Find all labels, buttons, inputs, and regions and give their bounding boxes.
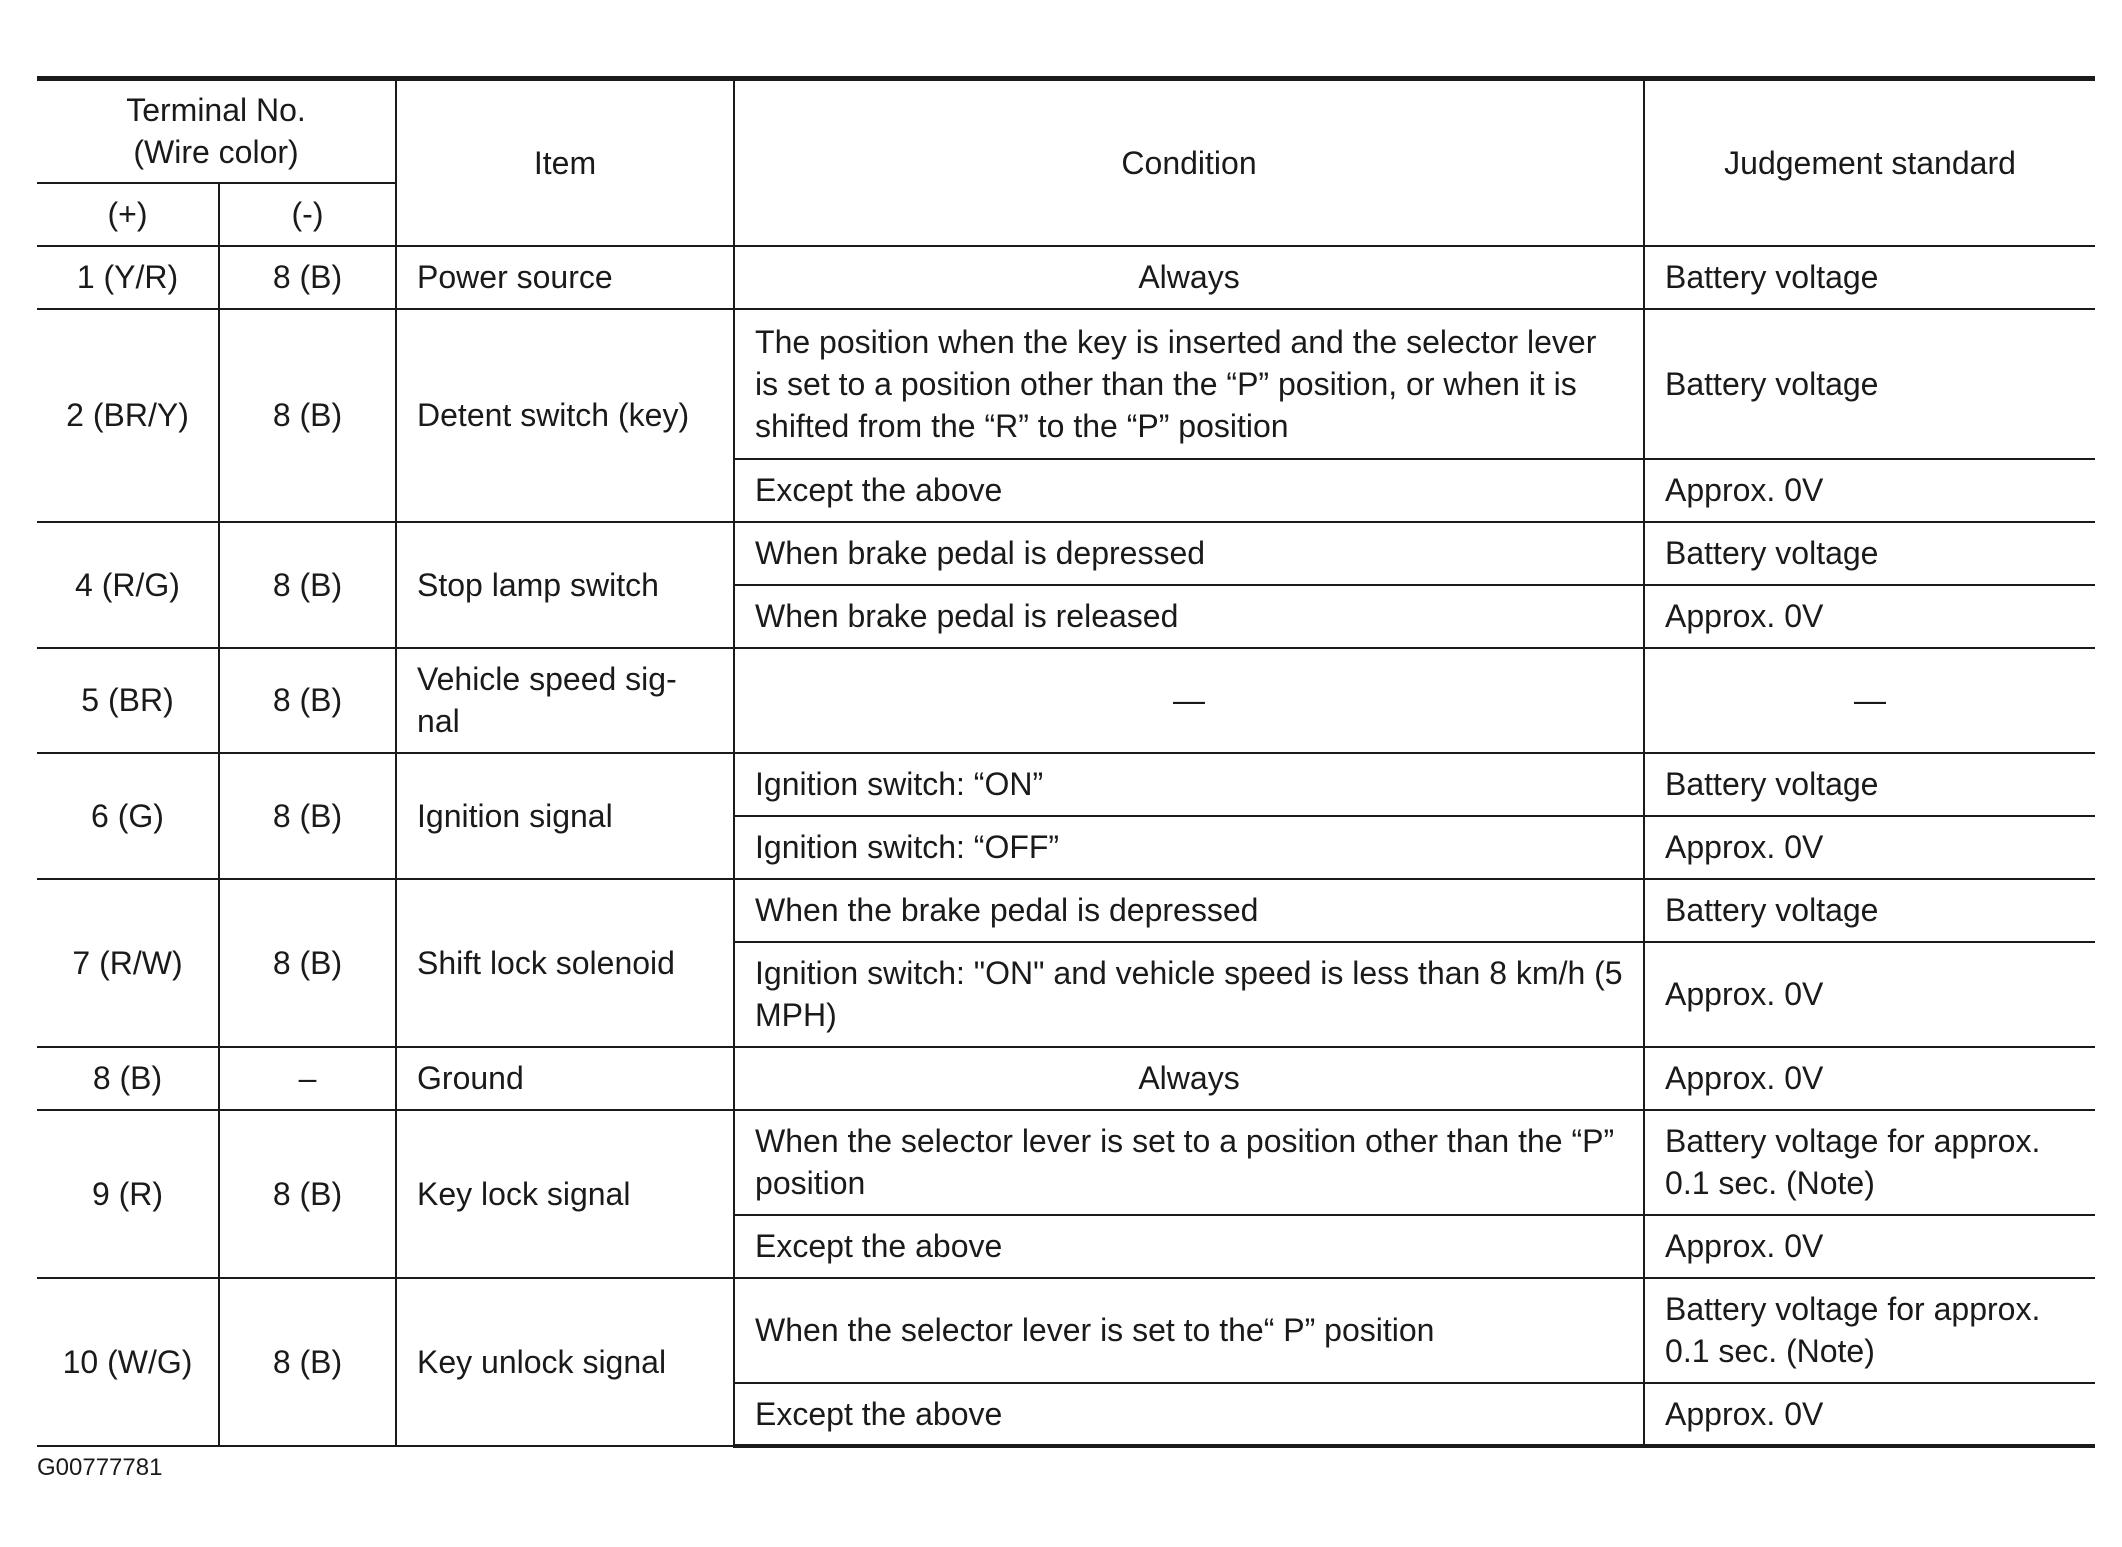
plus-terminal-cell: 10 (W/G) <box>37 1278 219 1446</box>
judgement-cell: Approx. 0V <box>1644 585 2095 648</box>
judgement-header: Judgement standard <box>1644 79 2095 246</box>
table-row <box>37 753 2095 816</box>
condition-cell: Always <box>734 246 1644 309</box>
minus-terminal-cell: 8 (B) <box>219 1278 396 1446</box>
condition-cell: Ignition switch: “OFF” <box>734 816 1644 879</box>
table-row <box>37 309 2095 459</box>
wire-color-label: (Wire color) <box>133 134 299 171</box>
judgement-cell: Approx. 0V <box>1644 459 2095 522</box>
minus-terminal-cell: 8 (B) <box>219 753 396 879</box>
judgement-cell: Approx. 0V <box>1644 1047 2095 1110</box>
condition-cell: Ignition switch: "ON" and vehicle speed is less than 8 km/h (5 MPH) <box>734 942 1644 1047</box>
table-row <box>37 246 2095 309</box>
condition-cell: When the selector lever is set to a position other than the “P” position <box>734 1110 1644 1215</box>
minus-terminal-cell: 8 (B) <box>219 522 396 648</box>
plus-terminal-cell: 6 (G) <box>37 753 219 879</box>
judgement-cell: Approx. 0V <box>1644 942 2095 1047</box>
condition-cell: Ignition switch: “ON” <box>734 753 1644 816</box>
item-cell: Ignition signal <box>396 753 734 879</box>
item-cell: Detent switch (key) <box>396 309 734 522</box>
table-row <box>37 648 2095 753</box>
judgement-cell: — <box>1644 648 2095 753</box>
plus-terminal-cell: 9 (R) <box>37 1110 219 1278</box>
item-cell: Power source <box>396 246 734 309</box>
condition-cell: Always <box>734 1047 1644 1110</box>
condition-header: Condition <box>734 79 1644 246</box>
judgement-cell: Approx. 0V <box>1644 816 2095 879</box>
plus-terminal-cell: 5 (BR) <box>37 648 219 753</box>
judgement-cell: Battery voltage <box>1644 522 2095 585</box>
judgement-cell: Approx. 0V <box>1644 1383 2095 1446</box>
condition-cell: Except the above <box>734 1215 1644 1278</box>
item-cell: Vehicle speed sig-nal <box>396 648 734 753</box>
item-cell: Stop lamp switch <box>396 522 734 648</box>
minus-terminal-cell: 8 (B) <box>219 1110 396 1278</box>
minus-terminal-cell: 8 (B) <box>219 309 396 522</box>
condition-cell: When the brake pedal is depressed <box>734 879 1644 942</box>
plus-terminal-cell: 7 (R/W) <box>37 879 219 1047</box>
item-cell: Key unlock signal <box>396 1278 734 1446</box>
item-header: Item <box>396 79 734 246</box>
condition-cell: Except the above <box>734 1383 1644 1446</box>
item-cell: Key lock signal <box>396 1110 734 1278</box>
judgement-cell: Battery voltage <box>1644 879 2095 942</box>
minus-terminal-cell: 8 (B) <box>219 246 396 309</box>
terminal-no-header <box>37 79 396 183</box>
item-cell: Ground <box>396 1047 734 1110</box>
terminal-spec-table <box>37 76 2095 1448</box>
judgement-cell: Battery voltage <box>1644 246 2095 309</box>
condition-cell: When brake pedal is released <box>734 585 1644 648</box>
plus-terminal-cell: 1 (Y/R) <box>37 246 219 309</box>
plus-terminal-cell: 2 (BR/Y) <box>37 309 219 522</box>
condition-cell: — <box>734 648 1644 753</box>
judgement-cell: Approx. 0V <box>1644 1215 2095 1278</box>
minus-terminal-cell: – <box>219 1047 396 1110</box>
minus-terminal-cell: 8 (B) <box>219 879 396 1047</box>
judgement-cell: Battery voltage <box>1644 309 2095 459</box>
condition-cell: Except the above <box>734 459 1644 522</box>
table-row <box>37 879 2095 942</box>
judgement-cell: Battery voltage for approx. 0.1 sec. (Note) <box>1644 1110 2095 1215</box>
item-cell: Shift lock solenoid <box>396 879 734 1047</box>
condition-cell: When the selector lever is set to the“ P” position <box>734 1278 1644 1383</box>
condition-cell: The position when the key is inserted and the selector lever is set to a position other than the “P” position, or when it is shifted from the “R” to the “P” position <box>734 309 1644 459</box>
condition-cell: When brake pedal is depressed <box>734 522 1644 585</box>
table-row <box>37 1047 2095 1110</box>
plus-terminal-cell: 8 (B) <box>37 1047 219 1110</box>
plus-terminal-header: (+) <box>37 183 219 246</box>
table-body <box>37 246 2095 1446</box>
figure-id: G00777781 <box>37 1454 163 1481</box>
table-row <box>37 522 2095 585</box>
plus-terminal-cell: 4 (R/G) <box>37 522 219 648</box>
judgement-cell: Battery voltage <box>1644 753 2095 816</box>
minus-terminal-header: (-) <box>219 183 396 246</box>
terminal-no-label: Terminal No. <box>126 92 306 129</box>
table-row <box>37 1110 2095 1215</box>
minus-terminal-cell: 8 (B) <box>219 648 396 753</box>
judgement-cell: Battery voltage for approx. 0.1 sec. (Note) <box>1644 1278 2095 1383</box>
table-row <box>37 1278 2095 1383</box>
